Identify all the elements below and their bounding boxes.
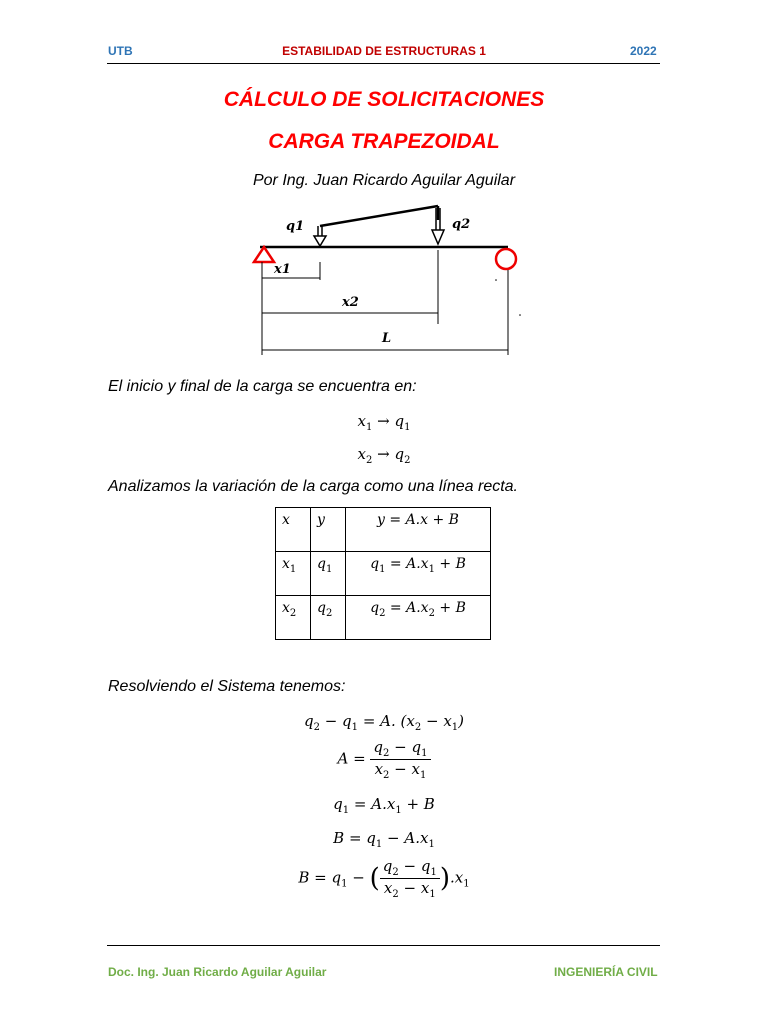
label-q1: q1	[286, 219, 305, 234]
label-L: L	[382, 331, 392, 346]
table-cell: $q_1 = A.x_1 + B$	[346, 552, 491, 596]
header-rule	[107, 63, 660, 64]
footer-right: INGENIERÍA CIVIL	[554, 965, 658, 979]
load-top-line	[320, 206, 438, 226]
equation-difference: $q_2 - q_1 = A$. $(x_2 - x_1)$	[303, 712, 465, 733]
beam-diagram	[240, 200, 540, 360]
table-header-y: y	[311, 508, 346, 552]
footer-left: Doc. Ing. Juan Ricardo Aguilar Aguilar	[108, 965, 327, 979]
roller-support-icon	[496, 249, 516, 269]
equation-B: $B = q_1 - A.x_1$	[333, 829, 435, 850]
paragraph-linear-variation: Analizamos la variación de la carga como una línea recta.	[108, 478, 518, 495]
header-right: 2022	[630, 44, 657, 58]
table-cell: $q_2 = A.x_2 + B$	[346, 596, 491, 640]
header-center: ESTABILIDAD DE ESTRUCTURAS 1	[282, 44, 486, 58]
equation-x1-q1: $x_1 \to q_1$	[357, 412, 411, 433]
table-cell: $q_2$	[311, 596, 346, 640]
table-cell: $q_1$	[311, 552, 346, 596]
footer-rule	[107, 945, 660, 946]
table-cell: $x_2$	[276, 596, 311, 640]
paragraph-load-limits: El inicio y final de la carga se encuentra en:	[108, 378, 417, 395]
header-left: UTB	[108, 44, 133, 58]
variation-table	[275, 507, 491, 640]
pin-support-icon	[254, 247, 274, 262]
author-line: Por Ing. Juan Ricardo Aguilar Aguilar	[252, 172, 516, 189]
table-cell: $x_1$	[276, 552, 311, 596]
equation-B-substituted: $B = q_1$ − ( $\frac{q_2 - q_1}{x_2 - x_1}$ )$.x_1$	[298, 857, 470, 900]
equation-A: A = $\frac{q_2 - q_1}{x_2 - x_1}$	[0, 738, 768, 781]
paragraph-solving: Resolviendo el Sistema tenemos:	[108, 678, 346, 695]
table-header-equation: y = A.x + B	[346, 508, 491, 552]
equation-x2-q2: $x_2 \to q_2$	[357, 445, 411, 466]
page-title: CÁLCULO DE SOLICITACIONES	[223, 88, 545, 111]
label-x1: x1	[274, 262, 291, 277]
page-subtitle: CARGA TRAPEZOIDAL	[268, 130, 500, 153]
equation-q1: $q_1 = A.x_1 + B$	[333, 795, 435, 816]
label-x2: x2	[342, 295, 359, 310]
table-header-x: x	[276, 508, 311, 552]
label-q2: q2	[452, 217, 471, 232]
